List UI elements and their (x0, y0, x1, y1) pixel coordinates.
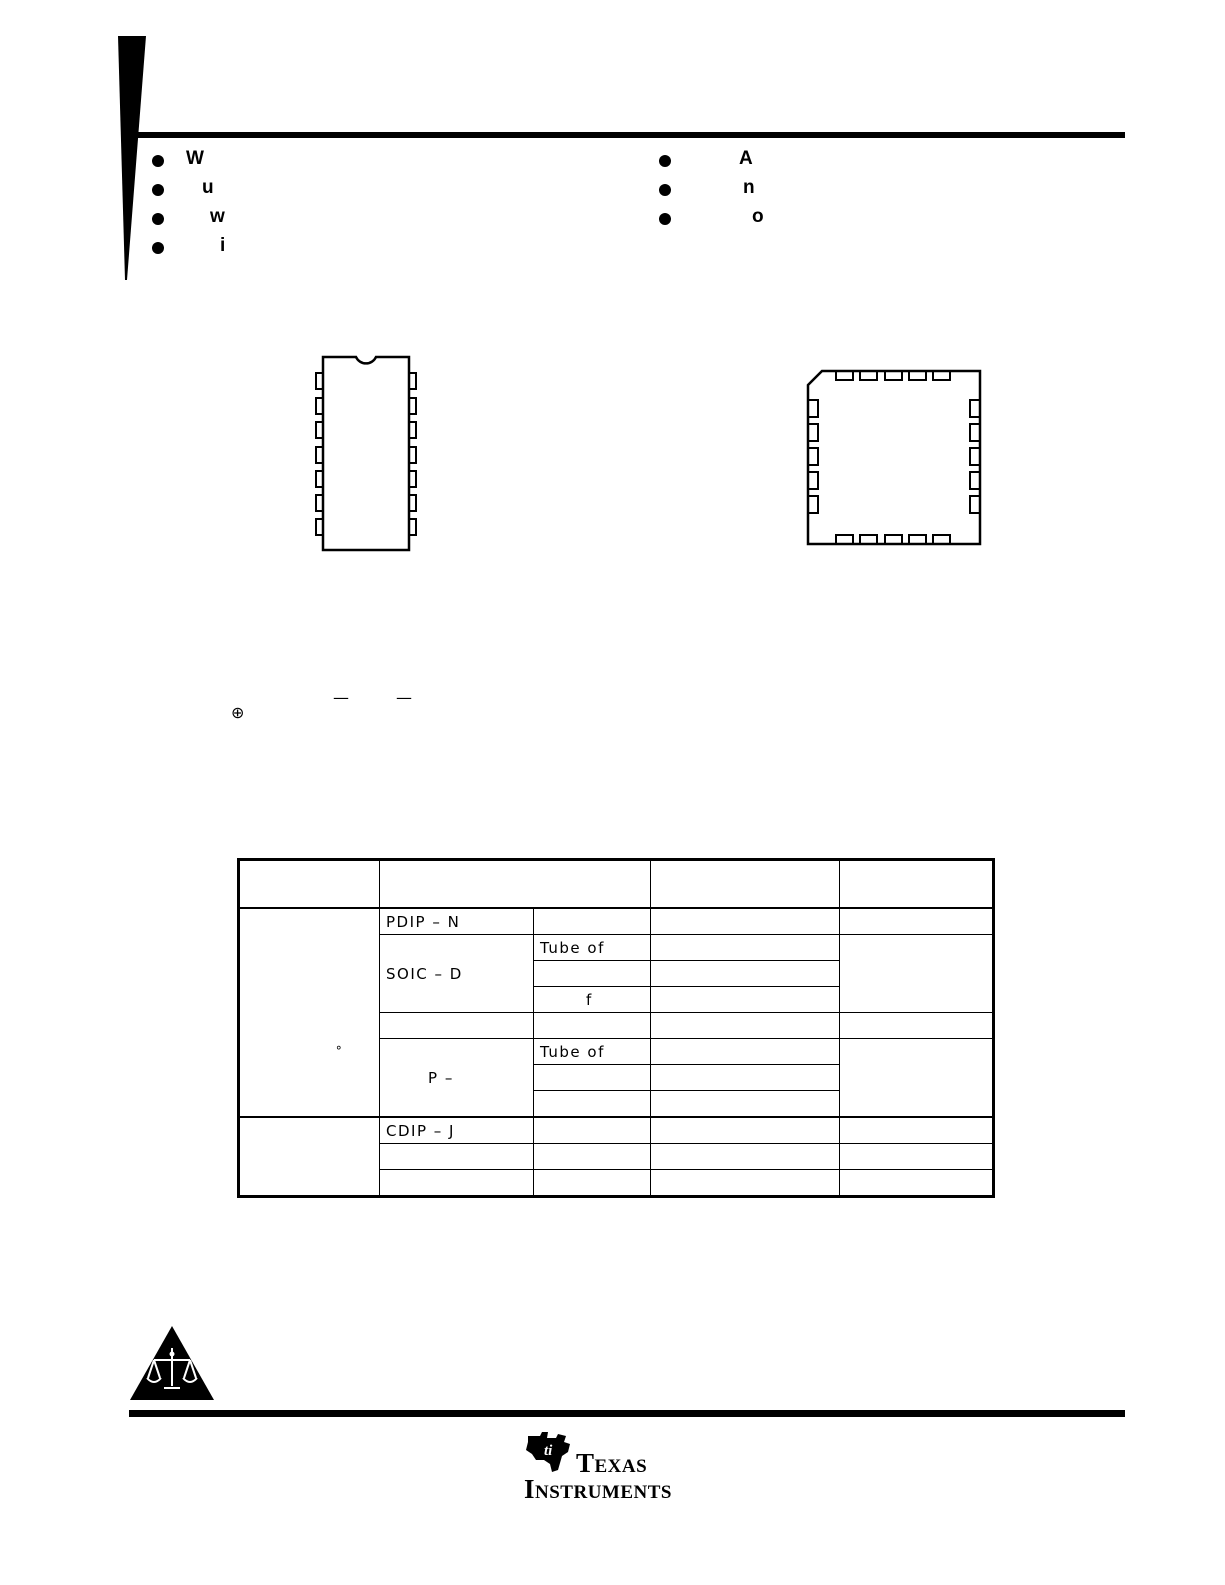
package-cell (380, 1013, 534, 1039)
feature-item: u (150, 177, 550, 206)
legal-warning-icon (128, 1324, 216, 1402)
feature-item: W (150, 148, 550, 177)
brand-line-2: Instruments (524, 1474, 672, 1504)
package-cell (380, 1170, 534, 1197)
marking-cell (840, 1039, 994, 1118)
part-number-cell (651, 1170, 840, 1197)
feature-item: A (657, 148, 1057, 177)
marking-cell (840, 1117, 994, 1144)
ordering-table (237, 858, 995, 1198)
part-number-cell (651, 1065, 840, 1091)
part-number-cell (651, 1013, 840, 1039)
part-number-cell (651, 961, 840, 987)
part-number-cell (651, 908, 840, 935)
part-number-cell (651, 1039, 840, 1065)
ti-logo-icon (522, 1430, 574, 1474)
marking-cell (840, 1170, 994, 1197)
marking-cell (840, 1144, 994, 1170)
part-number-cell (651, 1117, 840, 1144)
part-number-cell (651, 935, 840, 961)
table-header-row (239, 860, 994, 909)
media-cell (534, 961, 651, 987)
package-cell (380, 1144, 534, 1170)
company-logo (522, 1430, 732, 1505)
media-cell: Tube of (534, 1039, 651, 1065)
header-cell (380, 860, 651, 909)
media-cell (534, 1091, 651, 1118)
media-cell (534, 1117, 651, 1144)
part-number-cell (651, 987, 840, 1013)
marking-cell (840, 935, 994, 1013)
media-cell (534, 908, 651, 935)
media-cell (534, 1170, 651, 1197)
temp-range-cell (239, 908, 380, 1117)
part-number-cell (651, 1091, 840, 1118)
feature-item: i (150, 235, 550, 264)
package-cell: PDIP – N (380, 908, 534, 935)
header-cell (239, 860, 380, 909)
table-row (239, 908, 994, 935)
xor-symbol: ⊕ (231, 703, 245, 722)
media-cell (534, 1065, 651, 1091)
overbar-mark: — (333, 688, 349, 707)
package-cell: SOIC – D (380, 935, 534, 1013)
media-cell: f (534, 987, 651, 1013)
feature-item: o (657, 206, 1057, 235)
brand-line-1: Texas (576, 1448, 648, 1478)
marking-cell (840, 908, 994, 935)
feature-item: n (657, 177, 1057, 206)
overbar-mark: — (396, 688, 412, 707)
media-cell: Tube of (534, 935, 651, 961)
temp-range-cell (239, 1117, 380, 1197)
header-cell (840, 860, 994, 909)
table-row (239, 1117, 994, 1144)
degree-symbol: ° (335, 1043, 344, 1058)
package-cell: P – (380, 1039, 534, 1118)
part-number-cell (651, 1144, 840, 1170)
feature-item: w (150, 206, 550, 235)
package-cell: CDIP – J (380, 1117, 534, 1144)
fk-package-diagram (0, 0, 1225, 600)
footer-rule (129, 1410, 1125, 1417)
header-cell (651, 860, 840, 909)
media-cell (534, 1144, 651, 1170)
media-cell (534, 1013, 651, 1039)
marking-cell (840, 1013, 994, 1039)
svg-text:ti: ti (544, 1443, 553, 1459)
